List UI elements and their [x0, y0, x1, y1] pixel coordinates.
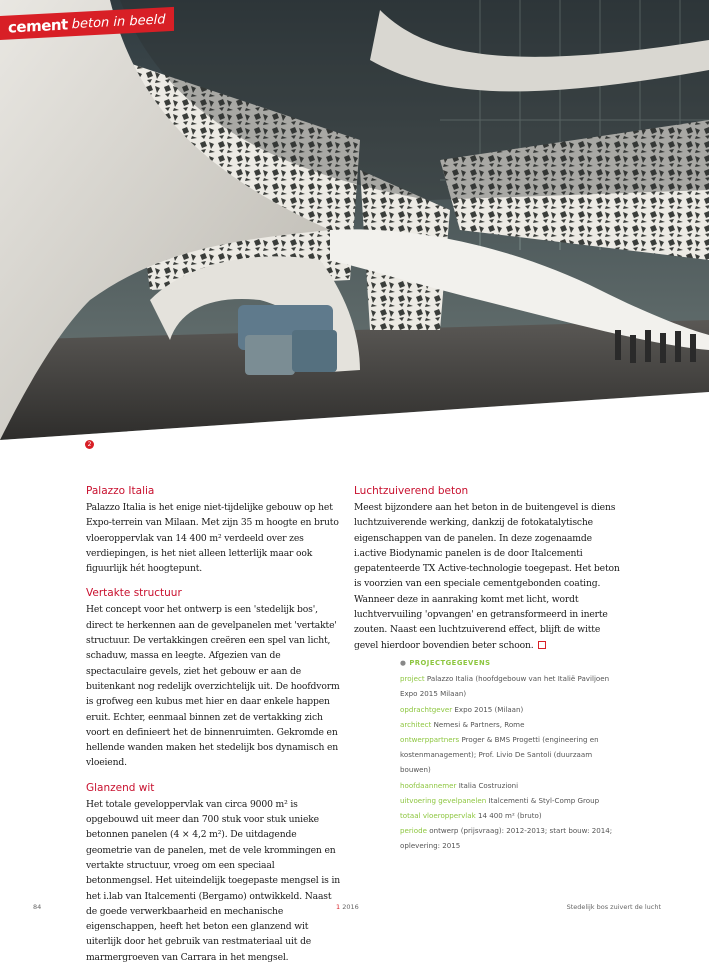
project-row	[400, 671, 620, 701]
project-row	[400, 732, 620, 778]
project-key: project	[400, 674, 425, 684]
project-heading-text: PROJECTGEGEVENS	[409, 659, 491, 667]
section-heading: Luchtzuiverend beton	[354, 485, 469, 497]
project-value: ontwerp (prijsvraag): 2012-2013; start bouw: 2014; oplevering: 2015	[400, 826, 613, 851]
project-value: Palazzo Italia (hoofdgebouw van het Italië Paviljoen Expo 2015 Milaan)	[400, 674, 610, 699]
section-heading: Vertakte structuur	[86, 587, 182, 600]
project-heading	[400, 656, 620, 671]
project-row	[400, 793, 620, 808]
section-label: beton in beeld	[71, 11, 166, 32]
figure-number: 2	[85, 440, 94, 449]
project-key: totaal vloeroppervlak	[400, 811, 476, 821]
project-value: Italia Costruzioni	[458, 780, 519, 790]
project-value: Nemesi & Partners, Rome	[433, 719, 525, 729]
issue-number: 1	[336, 903, 341, 911]
hero-photo	[0, 0, 709, 440]
project-key: periode	[400, 826, 427, 836]
section-body-text: Meest bijzondere aan het beton in de buitengevel is diens luchtzuiverende werking, dankzij de fotokatalytische eigenschappen van de panelen. In deze zogenaamde i.active Biodynamic panelen is de door Italcementi gepatenteerde TX Active-technologie toegepast. Het beton is voorzien van een speciale cementgebonden coating. Wanneer deze in aanraking komt met licht, wordt luchtvervuiling 'opvangen' en getransformeerd in inerte zouten. Naast een luchtzuiverend effect, blijft de witte gevel hierdoor bovendien beter schoon.	[354, 502, 620, 651]
issue-label	[336, 903, 359, 911]
project-value: Italcementi & Styl-Comp Group	[488, 795, 600, 805]
section-body	[354, 500, 624, 653]
page-number: 84	[33, 903, 42, 911]
project-key: uitvoering gevelpanelen	[400, 795, 487, 805]
project-key: ontwerppartners	[400, 735, 460, 745]
project-row	[400, 778, 620, 793]
project-data	[400, 656, 620, 854]
project-key: opdrachtgever	[400, 704, 453, 714]
project-value: Expo 2015 (Milaan)	[454, 704, 524, 714]
section-body: Palazzo Italia is het enige niet-tijdelijke gebouw op het Expo-terrein van Milaan. Met zijn 35 m hoogte en bruto vloeroppervlak van 14 400 m² verdeeld over zes verdiepingen, is het niet alleen letterlijk maar ook figuurlijk hét hoogtepunt.	[86, 502, 339, 575]
bullet-icon: ●	[400, 659, 410, 667]
issue-year: 2016	[342, 903, 359, 911]
project-row	[400, 823, 620, 853]
column-right	[354, 484, 624, 663]
section-body: Het totale geveloppervlak van circa 9000 m² is opgebouwd uit meer dan 700 stuk voor stuk unieke betonnen panelen (4 × 4,2 m²). De uitdagende geometrie van de panelen, met de vele krommingen en vertakte structuur, vroeg om een speciaal betonmengsel. Het uiteindelijk toegepaste mengsel is in het i.lab van Italcementi (Bergamo) ontwikkeld. Naast de goede verwerkbaarheid en mechanische eigenschappen, heeft het beton een glanzend wit uiterlijk door het gebruik van restmateriaal uit de marmergroeven van Carrara in het mengsel.	[86, 798, 341, 963]
project-value: Proger & BMS Progetti (engineering en kostenmanagement); Prof. Livio De Santoli (duurzaam bouwen)	[400, 735, 599, 775]
project-row	[400, 702, 620, 717]
project-value: 14 400 m² (bruto)	[477, 811, 542, 821]
cement-logo: cement	[8, 15, 68, 37]
project-row	[400, 717, 620, 732]
section-heading: Glanzend wit	[86, 781, 155, 794]
end-mark-icon	[538, 641, 546, 649]
column-left	[86, 484, 342, 975]
section-body: Het concept voor het ontwerp is een 'stedelijk bos', direct te herkennen aan de gevelpanelen met 'vertakte' structuur. De vertakkingen creëren een spel van licht, schaduw, massa en leegte. Afgezien van de spectaculaire gevels, ziet het gebouw er aan de buitenkant nog redelijk overzichtelijk uit. De hoofdvorm is grofweg een kubus met hier en daar enkele happen eruit. Echter, eenmaal binnen zet de vertakking zich voort en definieert het de binnenruimten. Gekromde en hellende wanden maken het stedelijk bos dynamisch en vloeiend.	[86, 604, 340, 769]
running-title: Stedelijk bos zuivert de lucht	[566, 903, 661, 911]
project-key: hoofdaannemer	[400, 780, 457, 790]
section-heading: Palazzo Italia	[86, 485, 155, 497]
project-row	[400, 808, 620, 823]
project-key: architect	[400, 719, 432, 729]
